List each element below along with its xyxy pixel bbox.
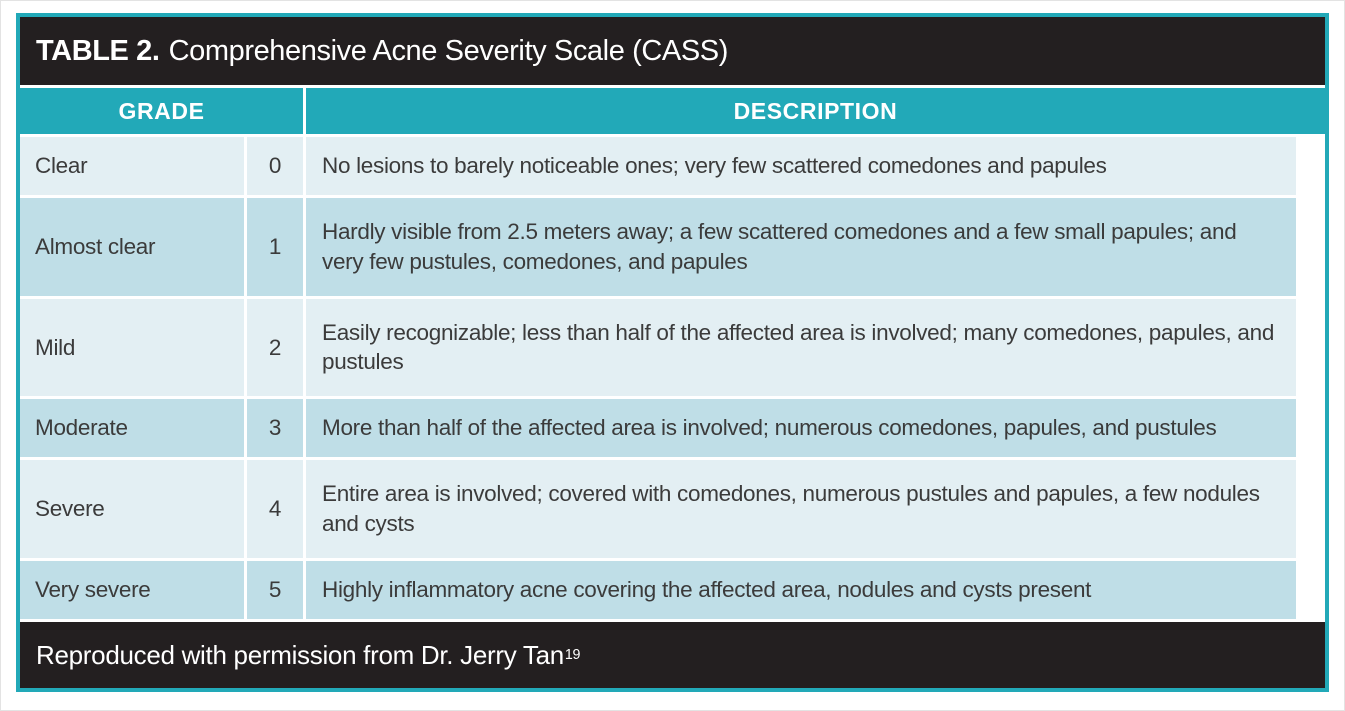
grade-description: Easily recognizable; less than half of the affected area is involved; many comedones, papules, and pustules (306, 299, 1296, 396)
grade-label: Almost clear (20, 198, 244, 295)
grade-score: 4 (247, 460, 303, 557)
grade-label: Clear (20, 137, 244, 195)
table-row-severe (20, 460, 1325, 557)
grade-description: More than half of the affected area is involved; numerous comedones, papules, and pustules (306, 399, 1296, 457)
table-row-moderate (20, 399, 1325, 457)
table-number-label: TABLE 2. (36, 34, 160, 67)
table-title-text: Comprehensive Acne Severity Scale (CASS) (168, 34, 728, 67)
grade-score: 5 (247, 561, 303, 619)
column-header-description: DESCRIPTION (306, 88, 1325, 134)
grade-score: 1 (247, 198, 303, 295)
column-header-grade: GRADE (20, 88, 303, 134)
grade-label: Severe (20, 460, 244, 557)
table-row-mild (20, 299, 1325, 396)
grade-label: Moderate (20, 399, 244, 457)
grade-description: Highly inflammatory acne covering the affected area, nodules and cysts present (306, 561, 1296, 619)
grade-description: Hardly visible from 2.5 meters away; a few scattered comedones and a few small papules; and very few pustules, comedones, and papules (306, 198, 1296, 295)
grade-score: 2 (247, 299, 303, 396)
grade-score: 3 (247, 399, 303, 457)
table-row-very-severe (20, 561, 1325, 619)
grade-label: Very severe (20, 561, 244, 619)
table-row-almost-clear (20, 198, 1325, 295)
grade-description: No lesions to barely noticeable ones; very few scattered comedones and papules (306, 137, 1296, 195)
table-footnote-bar: Reproduced with permission from Dr. Jerry Tan 19 (20, 622, 1325, 688)
table-title-bar (20, 17, 1325, 85)
table-header-row (20, 88, 1325, 134)
grade-description: Entire area is involved; covered with comedones, numerous pustules and papules, a few nodules and cysts (306, 460, 1296, 557)
cass-severity-table (16, 13, 1329, 692)
grade-label: Mild (20, 299, 244, 396)
footnote-text: Reproduced with permission from Dr. Jerry Tan (36, 639, 564, 670)
table-row-clear (20, 137, 1325, 195)
grade-score: 0 (247, 137, 303, 195)
